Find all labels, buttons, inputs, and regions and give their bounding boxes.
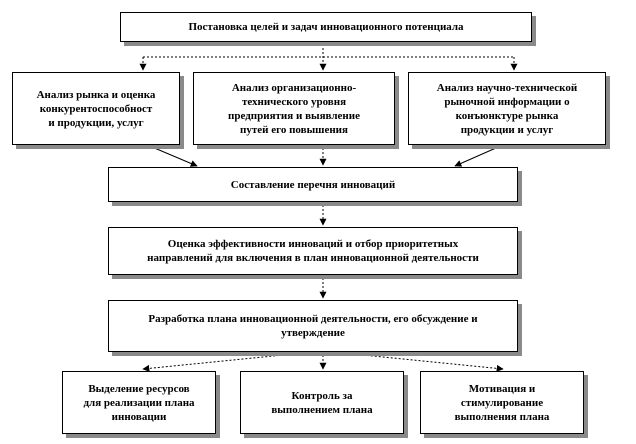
node-motivation: Мотивация и стимулирование выполнения плана	[420, 371, 584, 434]
node-efficiency-evaluation: Оценка эффективности инноваций и отбор приоритетных направлений для включения в план инновационной деятельности	[108, 227, 518, 275]
node-plan-development: Разработка плана инновационной деятельности, его обсуждение и утверждение	[108, 300, 518, 352]
arrow-market-to-list	[145, 144, 197, 166]
node-control: Контроль за выполнением плана	[240, 371, 404, 434]
node-goals: Постановка целей и задач инновационного потенциала	[120, 12, 532, 42]
node-sci-analysis: Анализ научно-технической рыночной информации о конъюнктуре рынка продукции и услуг	[408, 72, 606, 145]
node-market-analysis: Анализ рынка и оценка конкурентоспособност и продукции, услуг	[12, 72, 180, 145]
node-org-analysis: Анализ организационно- технического уровня предприятия и выявление путей его повышения	[193, 72, 395, 145]
arrow-sci-to-list	[455, 144, 505, 166]
arrow-plan-to-motivation	[323, 351, 503, 369]
arrow-plan-to-resources	[143, 351, 323, 369]
node-innovation-list: Составление перечня инноваций	[108, 167, 518, 202]
node-resources: Выделение ресурсов для реализации плана инновации	[62, 371, 216, 434]
